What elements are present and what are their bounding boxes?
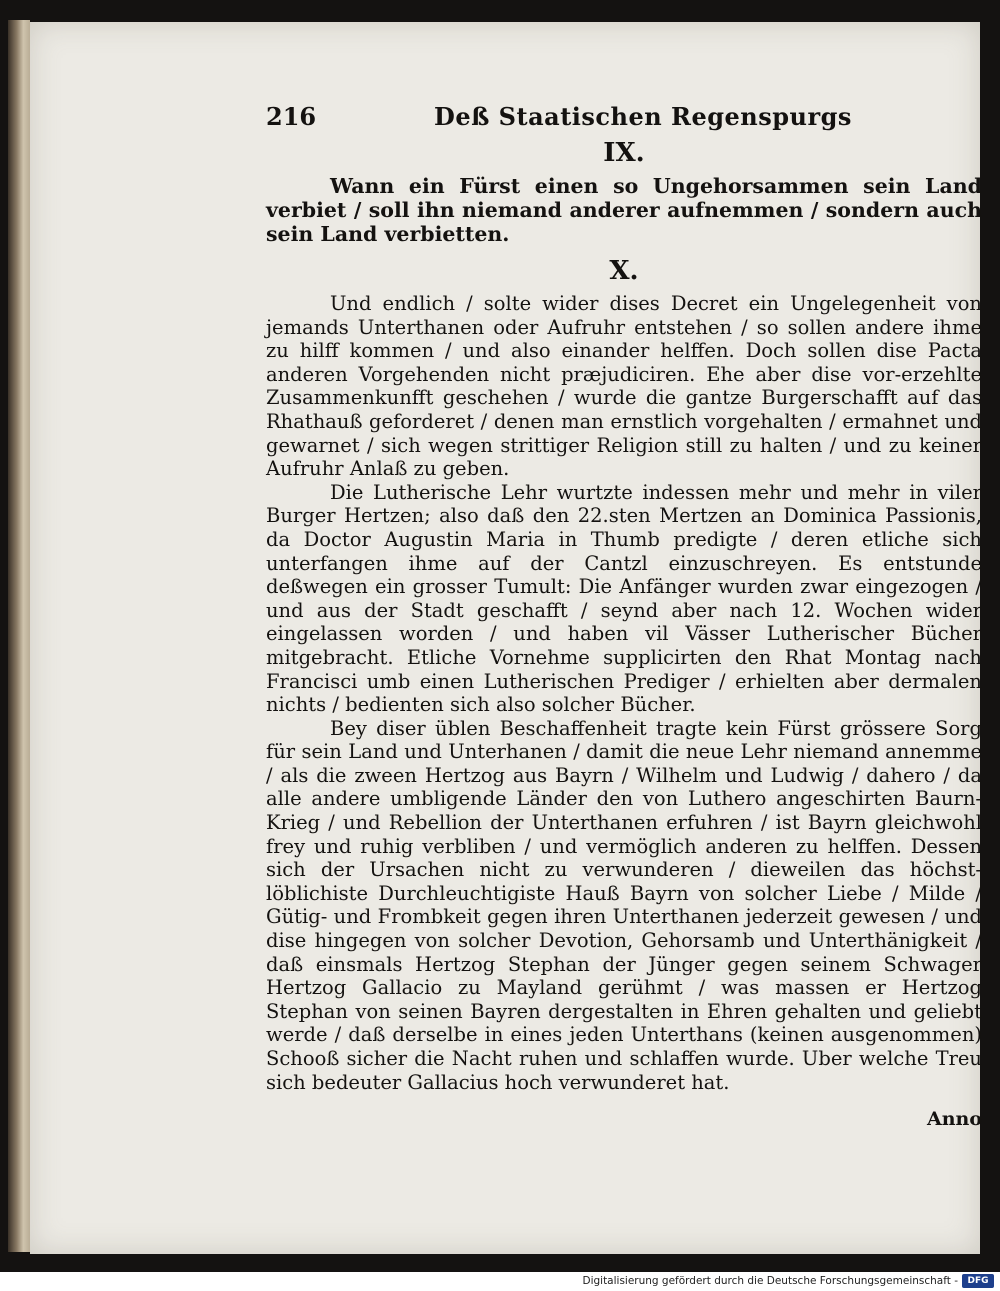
catchword: Anno <box>926 1108 982 1131</box>
running-head <box>266 102 982 136</box>
book-page <box>30 22 980 1254</box>
running-head-title: Deß Staatischen Regenspurgs <box>434 102 852 131</box>
paragraph: Die Lutherische Lehr wurtzte indessen mehr und mehr in viler Burger Hertzen; also daß den 22.sten Mertzen an Dominica Passionis, da Doctor Augustin Maria in Thumb predigte / deren etliche sich unterfangen ihme auf der Cantzl einzuschreyen. Es entstunde deßwegen ein grosser Tumult: Die Anfänger wurden zwar eingezogen / und aus der Stadt geschafft / seynd aber nach 12. Wochen wider eingelassen worden / und haben vil Vässer Lutherischer Bücher mitgebracht. Etliche Vornehme supplicirten den Rhat Montag nach Francisci umb einen Lutherischen Prediger / erhielten aber dermalen nichts / bedienten sich also solcher Bücher. <box>266 480 982 717</box>
footer-credit: Digitalisierung gefördert durch die Deutsche Forschungsgemeinschaft - <box>582 1275 958 1287</box>
paragraph: Und endlich / solte wider dises Decret ein Ungelegenheit von jemands Unterthanen oder Aufruhr entstehen / so sollen andere ihme zu hilff kommen / und also einander helffen. Doch sollen dise Pacta anderen Vorgehenden nicht præjudiciren. Ehe aber dise vor-erzehlte Zusammenkunfft geschehen / wurde die gantze Burgerschafft auf das Rhathauß geforderet / denen man ernstlich vorgehalten / ermahnet und gewarnet / sich wegen strittiger Religion still zu halten / und zu keiner Aufruhr Anlaß zu geben. <box>266 292 982 481</box>
page-number: 216 <box>266 102 317 131</box>
paragraph: Bey diser üblen Beschaffenheit tragte kein Fürst grössere Sorg für sein Land und Unterhanen / damit die neue Lehr niemand annemme / als die zween Hertzog aus Bayrn / Wilhelm und Ludwig / dahero / da alle andere umbligende Länder den von Luthero angeschirten Baurn-Krieg / und Rebellion der Unterthanen erfuhren / ist Bayrn gleichwohl frey und ruhig verbliben / und vermöglich anderen zu helffen. Dessen sich der Ursachen nicht zu verwunderen / dieweilen das höchst-löblichiste Durchleuchtigiste Hauß Bayrn von solcher Liebe / Milde / Gütig- und Frombkeit gegen ihren Unterthanen jederzeit gewesen / und dise hingegen von solcher Devotion, Gehorsamb und Unterthänigkeit / daß einsmals Hertzog Stephan der Jünger gegen seinem Schwager Hertzog Gallacio zu Mayland gerühmt / was massen er Hertzog Stephan von seinen Bayren dergestalten in Ehren gehalten und geliebt werde / daß derselbe in eines jeden Unterthans (keinen ausgenommen) Schooß sicher die Nacht ruhen und schlaffen wurde. Uber welche Treu sich bedeuter Gallacius hoch verwunderet hat. <box>266 716 982 1094</box>
section-title-x: X. <box>609 256 639 286</box>
paragraph: Wann ein Fürst einen so Ungehorsammen sein Land verbiet / soll ihn niemand anderer aufnemmen / sondern auch sein Land verbietten. <box>266 174 982 246</box>
section-title-ix: IX. <box>603 138 645 168</box>
footer-bar <box>0 1272 1000 1291</box>
book-edge <box>8 20 30 1252</box>
dfg-logo-icon: DFG <box>962 1274 994 1288</box>
page-text-block <box>266 102 982 1130</box>
